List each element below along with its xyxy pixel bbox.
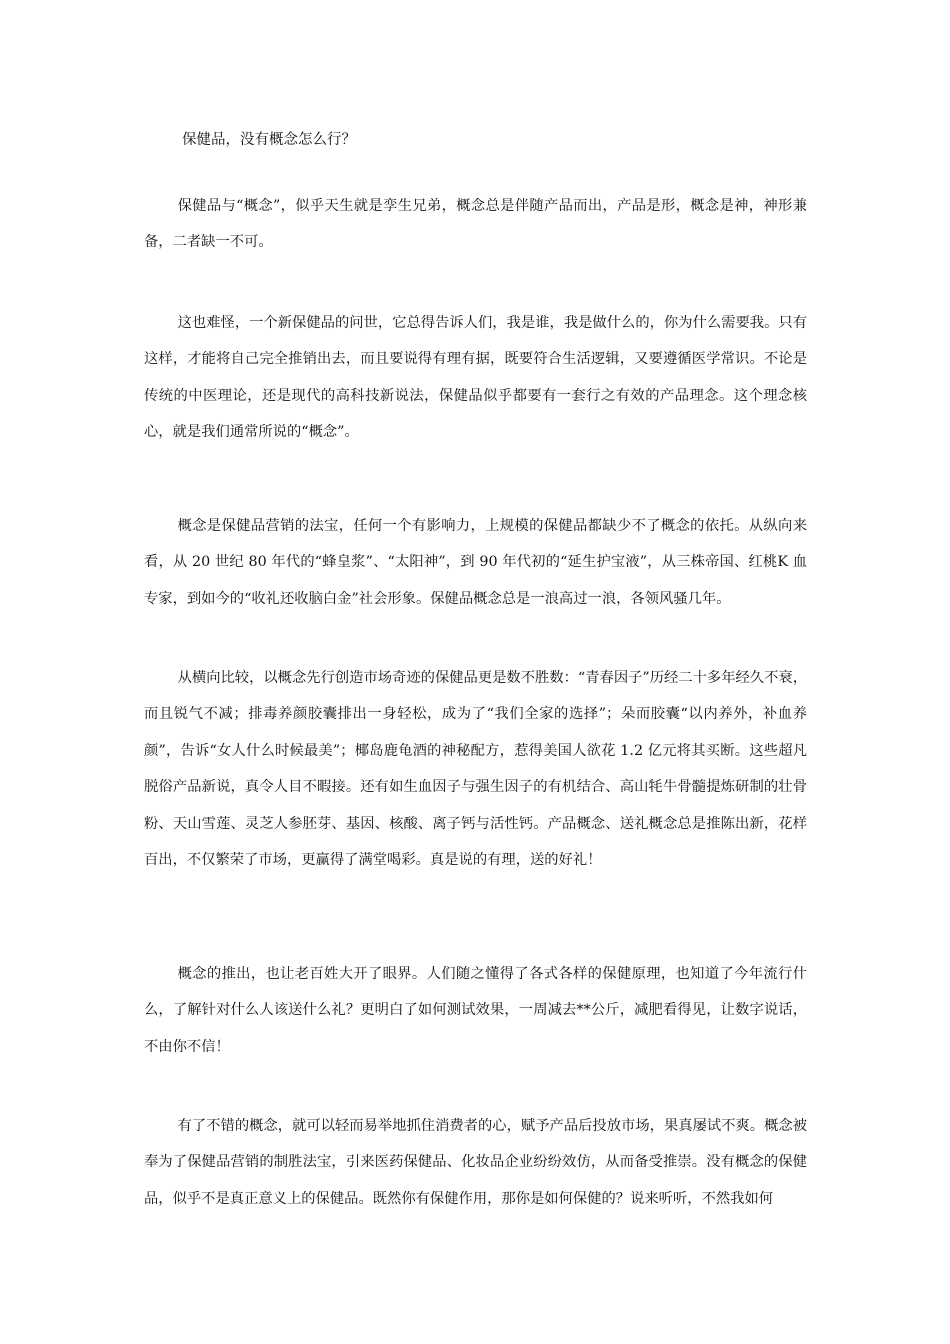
paragraph-5: 概念的推出，也让老百姓大开了眼界。人们随之懂得了各式各样的保健原理，也知道了今年流行什么，了解针对什么人该送什么礼？更明白了如何测试效果，一周减去**公斤，减肥看得见，让数字说话，不由你不信！ [144, 966, 807, 1055]
paragraph-4: 从横向比较，以概念先行创造市场奇迹的保健品更是数不胜数：“青春因子”历经二十多年经久不衰，而且锐气不减；排毒养颜胶囊排出一身轻松，成为了“我们全家的选择”；朵而胶囊“以内养外，补血养颜”，告诉“女人什么时候最美”；椰岛鹿龟酒的神秘配方，惹得美国人欲花 1.2 亿元将其买断。这些超凡脱俗产品新说，真令人目不暇接。还有如生血因子与强生因子的有机结合、高山牦牛骨髓提炼研制的壮骨粉、天山雪莲、灵芝人参胚芽、基因、核酸、离子钙与活性钙。产品概念、送礼概念总是推陈出新，花样百出，不仅繁荣了市场，更赢得了满堂喝彩。真是说的有理，送的好礼！ [144, 670, 807, 869]
document-title: 保健品，没有概念怎么行？ [182, 132, 356, 148]
paragraph-6: 有了不错的概念，就可以轻而易举地抓住消费者的心，赋予产品后投放市场，果真屡试不爽。概念被奉为了保健品营销的制胜法宝，引来医药保健品、化妆品企业纷纷效仿，从而备受推崇。没有概念的保健品，似乎不是真正意义上的保健品。既然你有保健作用，那你是如何保健的？说来听听，不然我如何 [144, 1118, 807, 1207]
paragraph-3: 概念是保健品营销的法宝，任何一个有影响力，上规模的保健品都缺少不了概念的依托。从纵向来看，从 20 世纪 80 年代的“蜂皇浆”、“太阳神”，到 90 年代初的“延生护宝液”，从三株帝国、红桃K 血专家，到如今的“收礼还收脑白金”社会形象。保健品概念总是一浪高过一浪，各领风骚几年。 [144, 518, 807, 607]
paragraph-1: 保健品与“概念”，似乎天生就是孪生兄弟，概念总是伴随产品而出，产品是形，概念是神，神形兼备，二者缺一不可。 [144, 198, 807, 251]
paragraph-2: 这也难怪，一个新保健品的问世，它总得告诉人们，我是谁，我是做什么的，你为什么需要我。只有这样，才能将自己完全推销出去，而且要说得有理有据，既要符合生活逻辑，又要遵循医学常识。不论是传统的中医理论，还是现代的高科技新说法，保健品似乎都要有一套行之有效的产品理念。这个理念核心，就是我们通常所说的“概念”。 [144, 315, 807, 441]
